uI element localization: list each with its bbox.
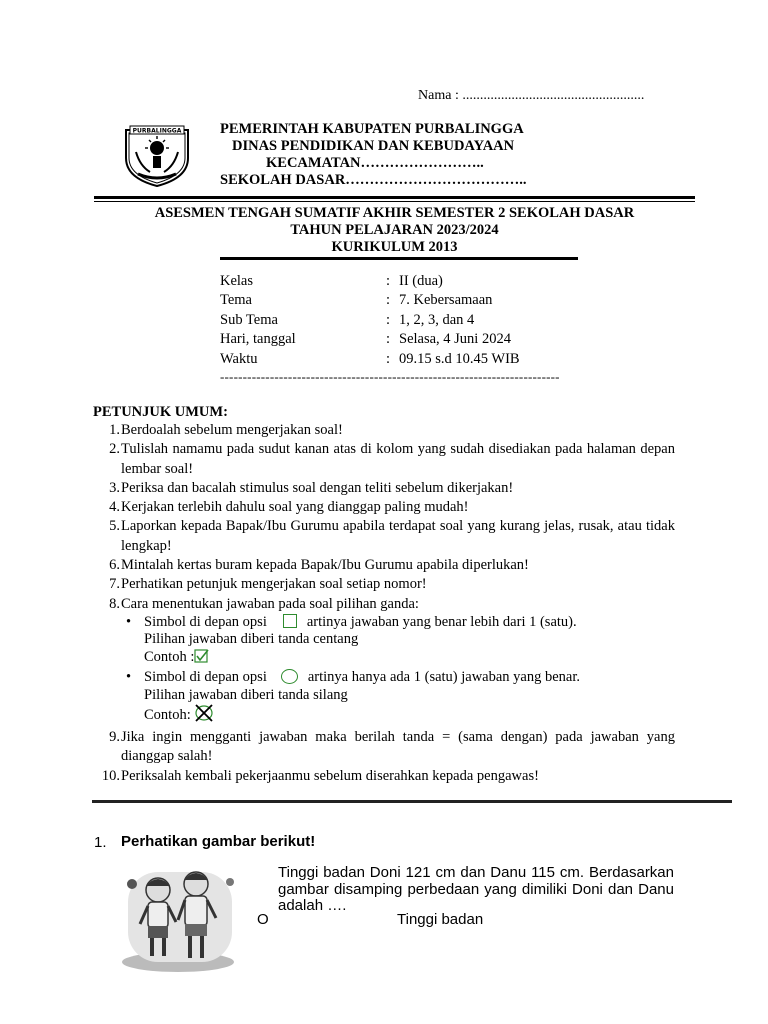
rule-text: artinya jawaban yang benar lebih dari 1 (satu). <box>306 613 577 630</box>
header-divider-thin <box>94 201 695 202</box>
rule-text: Simbol di depan opsi <box>144 669 267 686</box>
name-field[interactable] <box>418 88 644 104</box>
question-stimulus: Tinggi badan Doni 121 cm dan Danu 115 cm. Berdasarkan gambar disamping perbedaan yang dimiliki Doni dan Danu adalah …. <box>278 864 674 914</box>
item-number: 6. <box>109 557 120 574</box>
info-colon: : <box>386 331 391 348</box>
item-number: 7. <box>109 576 120 593</box>
list-item <box>93 575 675 594</box>
list-item <box>93 556 675 575</box>
item-number: 5. <box>109 518 120 535</box>
item-text: Cara menentukan jawaban pada soal pilihan ganda: <box>121 595 419 612</box>
header-line-3: KECAMATAN…………………….. <box>266 155 484 171</box>
list-item <box>93 728 675 767</box>
item-number: 4. <box>109 499 120 516</box>
instructions-heading: PETUNJUK UMUM: <box>93 404 228 420</box>
name-separator: : <box>451 88 463 103</box>
name-dots: .................................................... <box>462 88 645 103</box>
logo-text: PURBALINGGA <box>132 127 182 135</box>
exam-info-table <box>220 272 520 369</box>
example-label: Contoh : <box>144 648 195 665</box>
radio-rule <box>113 669 675 728</box>
item-number: 1. <box>109 422 120 438</box>
two-boys-illustration <box>118 862 240 974</box>
info-value: Selasa, 4 Juni 2024 <box>399 331 511 348</box>
section-divider <box>92 800 732 803</box>
info-value: 1, 2, 3, dan 4 <box>399 311 475 328</box>
list-item <box>93 479 675 498</box>
info-key: Hari, tanggal <box>220 331 296 348</box>
item-number: 9. <box>109 728 120 745</box>
radio-circle-icon <box>281 669 298 684</box>
item-text: Berdoalah sebelum mengerjakan soal! <box>121 422 343 438</box>
info-key: Kelas <box>220 273 254 289</box>
item-number: 10. <box>101 767 120 784</box>
info-colon: : <box>386 273 391 289</box>
list-item <box>93 595 675 614</box>
rule-text: Pilihan jawaban diberi tanda silang <box>144 686 348 703</box>
dashed-separator: --------------------------------------------------------------------------- <box>220 369 560 384</box>
rule-text: Simbol di depan opsi <box>144 613 267 630</box>
info-value: 09.15 s.d 10.45 WIB <box>399 350 520 367</box>
option-radio-marker[interactable]: O <box>257 911 269 928</box>
info-row <box>220 272 520 291</box>
list-item <box>93 498 675 517</box>
title-underline <box>220 257 578 260</box>
list-item <box>93 421 675 440</box>
item-number: 2. <box>109 441 120 458</box>
info-colon: : <box>386 311 391 328</box>
instructions-list <box>93 421 675 786</box>
checked-box-icon <box>194 649 209 670</box>
example-label: Contoh: <box>144 707 191 724</box>
list-item <box>93 440 675 479</box>
header-line-4: SEKOLAH DASAR……………………………….. <box>220 172 527 188</box>
question-instruction: Perhatikan gambar berikut! <box>121 833 316 850</box>
info-row <box>220 330 520 349</box>
info-key: Sub Tema <box>220 311 278 328</box>
item-text: Kerjakan terlebih dahulu soal yang dianggap paling mudah! <box>121 499 469 516</box>
item-text: Perhatikan petunjuk mengerjakan soal setiap nomor! <box>121 576 427 593</box>
info-value: 7. Kebersamaan <box>399 292 493 309</box>
info-row <box>220 311 520 330</box>
info-row <box>220 350 520 369</box>
item-number: 3. <box>109 479 120 496</box>
question-number: 1. <box>94 834 107 851</box>
item-text: Tulislah namamu pada sudut kanan atas di kolom yang sudah disediakan pada halaman depan lembar soal! <box>121 441 675 477</box>
item-text: Mintalah kertas buram kepada Bapak/Ibu Gurumu apabila diperlukan! <box>121 557 529 574</box>
bullet: • <box>125 613 132 630</box>
bullet: • <box>125 669 132 686</box>
item-text: Periksa dan bacalah stimulus soal dengan teliti sebelum dikerjakan! <box>121 479 514 496</box>
regency-logo <box>120 122 194 188</box>
list-item <box>93 767 675 786</box>
checkbox-rule <box>113 614 675 670</box>
title-line-3: KURIKULUM 2013 <box>331 239 458 255</box>
info-colon: : <box>386 350 391 367</box>
item-text: Jika ingin mengganti jawaban maka berilah tanda = (sama dengan) pada jawaban yang dianggap salah! <box>121 728 675 765</box>
info-value: II (dua) <box>399 273 443 289</box>
checkbox-square-icon <box>283 614 297 628</box>
option-text[interactable]: Tinggi badan <box>397 911 484 928</box>
item-text: Laporkan kepada Bapak/Ibu Gurumu apabila terdapat soal yang kurang jelas, rusak, atau tidak lengkap! <box>121 518 675 554</box>
info-key: Tema <box>220 292 252 309</box>
item-number: 8. <box>109 595 120 612</box>
title-line-2: TAHUN PELAJARAN 2023/2024 <box>290 222 499 238</box>
exam-title <box>94 205 695 256</box>
rule-text: Pilihan jawaban diberi tanda centang <box>144 631 359 648</box>
info-key: Waktu <box>220 350 258 367</box>
header-divider-thick <box>94 196 695 199</box>
name-label: Nama <box>418 88 452 103</box>
rule-text: artinya hanya ada 1 (satu) jawaban yang benar. <box>307 669 581 686</box>
list-item <box>93 517 675 556</box>
item-text: Periksalah kembali pekerjaanmu sebelum diserahkan kepada pengawas! <box>121 767 539 784</box>
header-line-2: DINAS PENDIDIKAN DAN KEBUDAYAAN <box>232 138 515 154</box>
title-line-1: ASESMEN TENGAH SUMATIF AKHIR SEMESTER 2 SEKOLAH DASAR <box>154 205 635 221</box>
crossed-circle-icon <box>194 704 214 728</box>
header-line-1: PEMERINTAH KABUPATEN PURBALINGGA <box>220 121 524 137</box>
institution-header <box>220 121 527 189</box>
info-row <box>220 291 520 310</box>
info-colon: : <box>386 292 391 309</box>
